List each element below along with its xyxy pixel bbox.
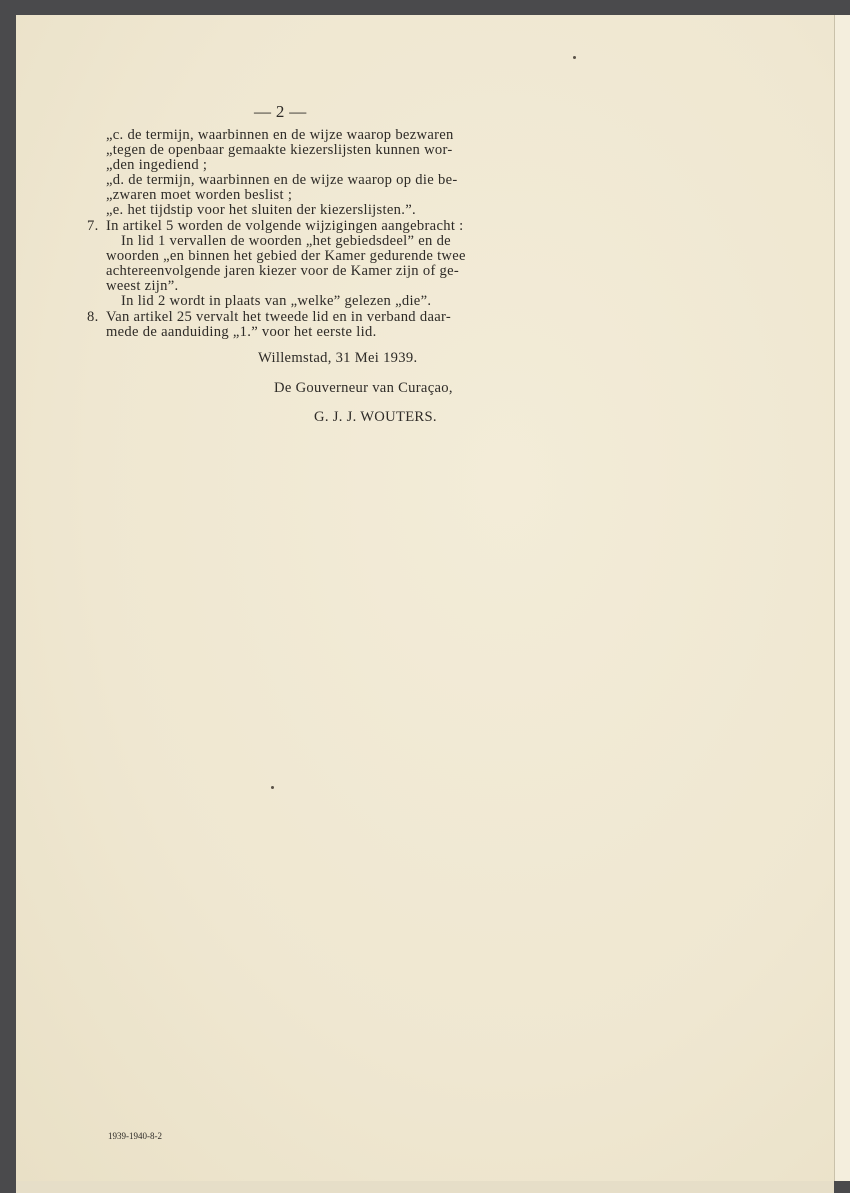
body-line: „d. de termijn, waarbinnen en de wijze waarop op die be- bbox=[106, 172, 458, 188]
body-line: mede de aanduiding „1.” voor het eerste lid. bbox=[106, 324, 377, 340]
place-date: Willemstad, 31 Mei 1939. bbox=[258, 350, 418, 366]
body-line: weest zijn”. bbox=[106, 278, 179, 294]
body-line: „zwaren moet worden beslist ; bbox=[106, 187, 293, 203]
page-number: — 2 — bbox=[254, 102, 307, 121]
item-number-7: 7. bbox=[87, 218, 99, 234]
page-edge bbox=[834, 15, 850, 1181]
item-number-8: 8. bbox=[87, 309, 99, 325]
body-line: „den ingediend ; bbox=[106, 157, 208, 173]
governor-title: De Gouverneur van Curaçao, bbox=[274, 380, 453, 396]
body-line: In lid 1 vervallen de woorden „het gebiedsdeel” en de bbox=[121, 233, 451, 249]
page-bottom-edge bbox=[16, 1181, 834, 1193]
body-line: „e. het tijdstip voor het sluiten der kiezerslijsten.”. bbox=[106, 202, 416, 218]
body-line: achtereenvolgende jaren kiezer voor de Kamer zijn of ge- bbox=[106, 263, 460, 279]
body-line: In artikel 5 worden de volgende wijzigingen aangebracht : bbox=[106, 218, 464, 234]
body-line: „c. de termijn, waarbinnen en de wijze waarop bezwaren bbox=[106, 127, 454, 143]
body-line: In lid 2 wordt in plaats van „welke” gelezen „die”. bbox=[121, 293, 432, 309]
footer-code: 1939-1940-8-2 bbox=[108, 1131, 162, 1141]
body-line: woorden „en binnen het gebied der Kamer gedurende twee bbox=[106, 248, 466, 264]
signatory-name: G. J. J. WOUTERS. bbox=[314, 409, 437, 425]
paper-speck bbox=[573, 56, 576, 59]
body-line: „tegen de openbaar gemaakte kiezerslijsten kunnen wor- bbox=[106, 142, 453, 158]
body-line: Van artikel 25 vervalt het tweede lid en in verband daar- bbox=[106, 309, 452, 325]
paper-speck bbox=[271, 786, 274, 789]
